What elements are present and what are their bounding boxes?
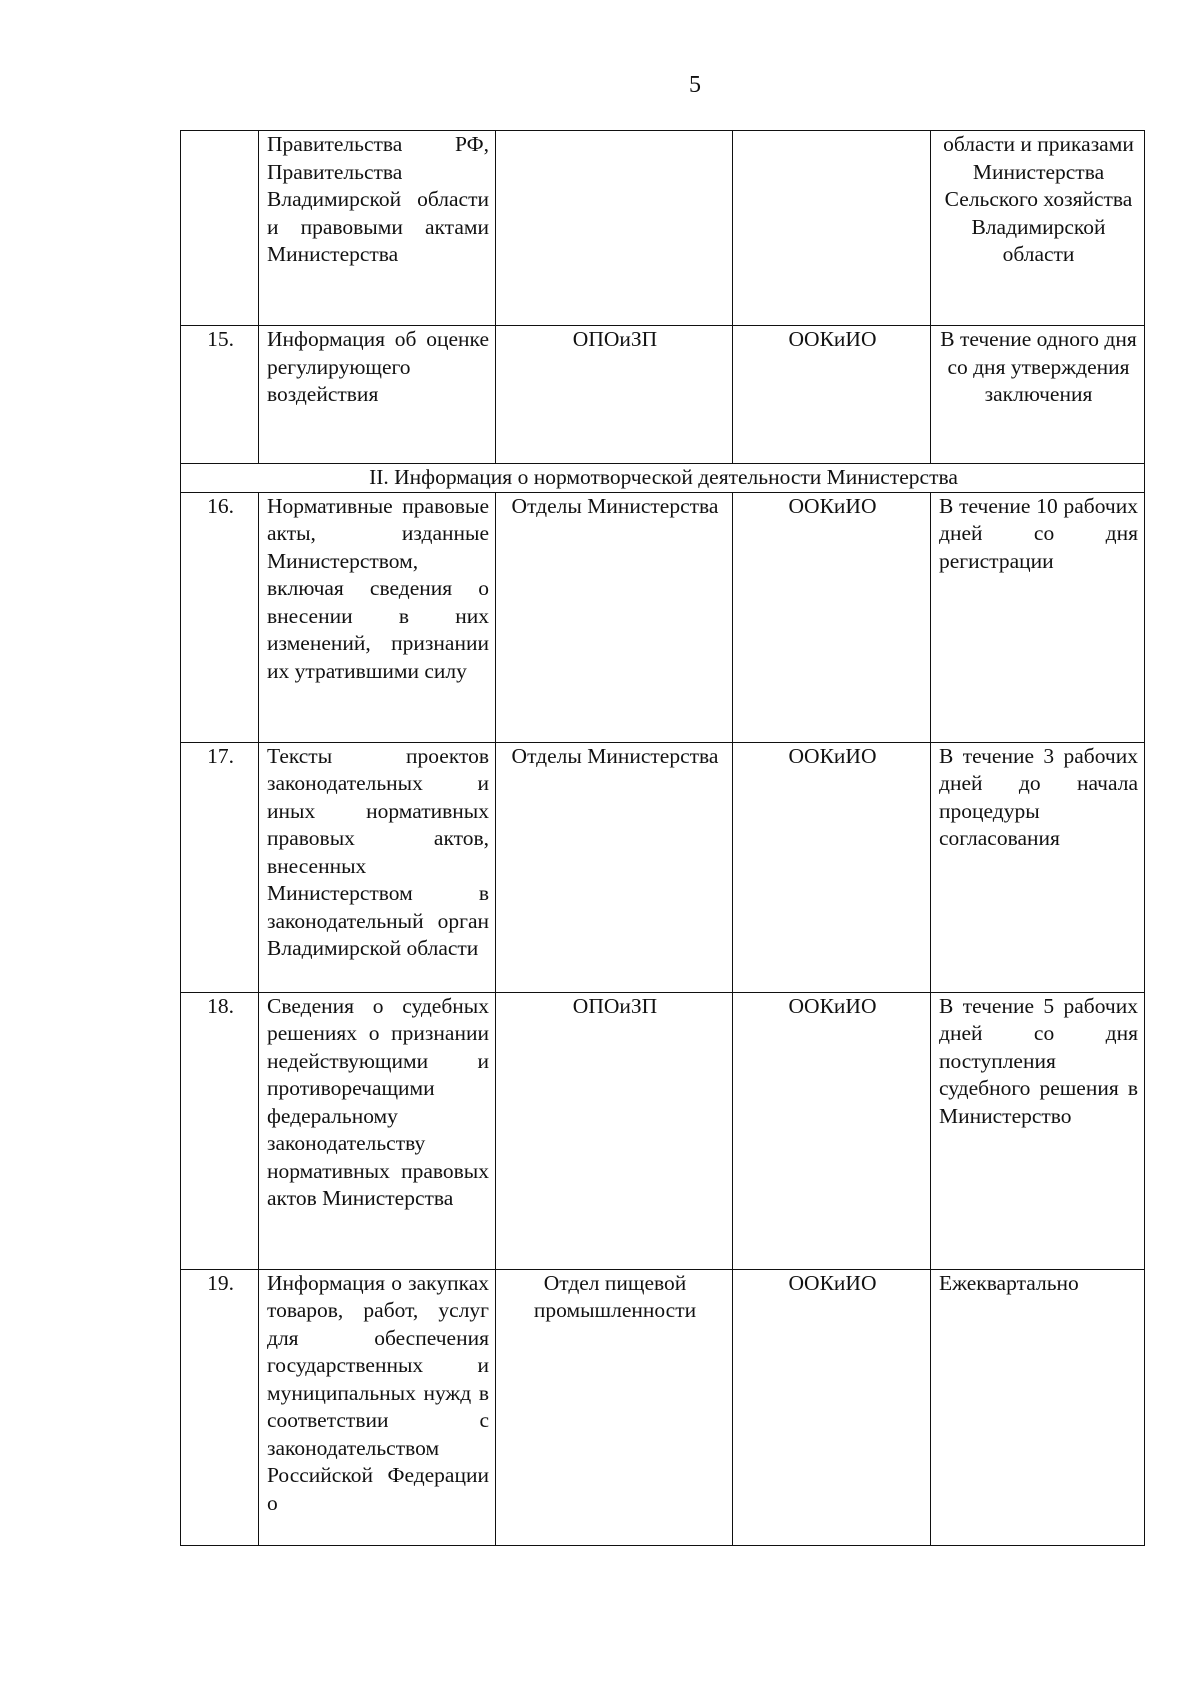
table-row <box>181 326 1145 464</box>
term-cell: В течение одного дня со дня утверждения заключения <box>931 326 1145 464</box>
responsible-cell: Отдел пищевой промышленности <box>496 1269 733 1545</box>
table-row <box>181 992 1145 1269</box>
placement-cell: ООКиИО <box>733 1269 931 1545</box>
table-row <box>181 742 1145 992</box>
placement-cell: ООКиИО <box>733 326 931 464</box>
info-name-cell: Информация об оценке регулирующего воздействия <box>259 326 496 464</box>
table-row <box>181 492 1145 742</box>
row-number: 15. <box>181 326 259 464</box>
row-number: 16. <box>181 492 259 742</box>
row-number: 19. <box>181 1269 259 1545</box>
placement-cell: ООКиИО <box>733 742 931 992</box>
info-name-cell: Нормативные правовые акты, изданные Министерством, включая сведения о внесении в них изменений, признании их утратившими силу <box>259 492 496 742</box>
row-number: 18. <box>181 992 259 1269</box>
placement-cell <box>733 131 931 326</box>
section-title: II. Информация о нормотворческой деятельности Министерства <box>181 464 1145 493</box>
information-table <box>180 130 1145 1546</box>
row-number: 17. <box>181 742 259 992</box>
info-name-cell: Информация о закупках товаров, работ, услуг для обеспечения государственных и муниципальных нужд в соответствии с законодательством Российской Федерации о <box>259 1269 496 1545</box>
table-row <box>181 131 1145 326</box>
section-header-row <box>181 464 1145 493</box>
page-number: 5 <box>689 72 701 98</box>
term-cell: В течение 3 рабочих дней до начала процедуры согласования <box>931 742 1145 992</box>
responsible-cell <box>496 131 733 326</box>
responsible-cell: Отделы Министерства <box>496 742 733 992</box>
info-name-cell: Тексты проектов законодательных и иных нормативных правовых актов, внесенных Министерством в законодательный орган Владимирской области <box>259 742 496 992</box>
row-number <box>181 131 259 326</box>
term-cell: Ежеквартально <box>931 1269 1145 1545</box>
term-cell: В течение 5 рабочих дней со дня поступления судебного решения в Министерство <box>931 992 1145 1269</box>
term-cell: области и приказами Министерства Сельского хозяйства Владимирской области <box>931 131 1145 326</box>
table-row <box>181 1269 1145 1545</box>
term-cell: В течение 10 рабочих дней со дня регистрации <box>931 492 1145 742</box>
placement-cell: ООКиИО <box>733 992 931 1269</box>
info-name-cell: Сведения о судебных решениях о признании недействующими и противоречащими федеральному законодательству нормативных правовых актов Министерства <box>259 992 496 1269</box>
placement-cell: ООКиИО <box>733 492 931 742</box>
info-name-cell: Правительства РФ, Правительства Владимирской области и правовыми актами Министерства <box>259 131 496 326</box>
responsible-cell: Отделы Министерства <box>496 492 733 742</box>
responsible-cell: ОПОиЗП <box>496 326 733 464</box>
responsible-cell: ОПОиЗП <box>496 992 733 1269</box>
